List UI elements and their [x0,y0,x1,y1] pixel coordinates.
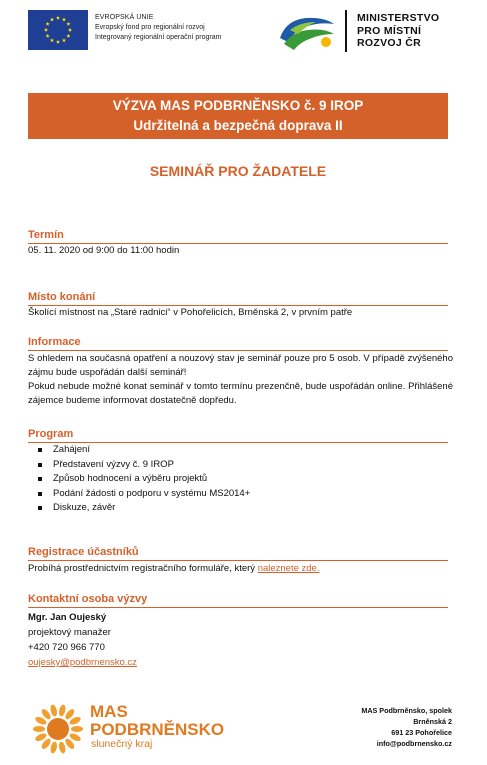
title-banner [28,93,448,139]
informace-block [28,352,453,408]
termin-text: 05. 11. 2020 od 9:00 do 11:00 hodin [28,245,180,256]
program-list [28,443,453,516]
ministry-line-2: PRO MÍSTNÍ [357,24,422,37]
contact-role: projektový manažer [28,627,111,638]
sun-ray [58,704,67,717]
kontakt-block [28,610,453,670]
program-item-label: Zahájení [53,444,90,455]
eu-text-block [95,13,221,43]
misto-text: Školící místnost na „Staré radnici“ v Pohořelicích, Brněnská 2, v prvním patře [28,307,353,318]
informace-paragraph-1: S ohledem na současná opatření a nouzový stav je seminář pouze pro 5 osob. V případě zvýšeného zájmu bude uspořádán další seminář! [28,353,453,378]
section-heading-misto: Místo konání [28,290,448,306]
contact-email-link[interactable]: oujesky@podbrnensko.cz [28,657,137,668]
bullet-icon [38,506,42,510]
mas-brand-name [90,703,224,739]
section-heading-registrace: Registrace účastníků [28,545,448,561]
program-block [28,443,453,516]
eu-line-2: Evropský fond pro regionální rozvoj [95,24,205,31]
address-line-1: MAS Podbrněnsko, spolek [361,706,452,715]
ministry-divider [345,10,347,52]
eu-line-3: Integrovaný regionální operační program [95,34,222,41]
mas-title-line-2: PODBRNĚNSKO [90,720,225,739]
bullet-icon [38,477,42,481]
registrace-block [28,562,453,576]
sun-ray [50,704,59,717]
section-heading-kontakt: Kontaktní osoba výzvy [28,592,448,608]
sun-ray [33,726,45,732]
program-item-label: Diskuze, závěr [53,502,116,513]
seminar-title: SEMINÁŘ PRO ŽADATELE [149,163,327,179]
program-item [28,501,453,516]
informace-paragraph-2: Pokud nebude možné konat seminář v tomto termínu prezenčně, bude uspořádán online. Přihlášené zájemce budeme informovat dostatečně dopředu. [28,381,453,406]
address-line-3: 691 23 Pohořelice [391,728,452,737]
contact-name: Mgr. Jan Oujeský [28,612,107,623]
bullet-icon [38,492,42,496]
section-heading-program: Program [28,427,448,443]
bullet-icon [38,448,42,452]
program-item [28,487,453,502]
bullet-icon [38,463,42,467]
mas-tagline: slunečný kraj [91,738,153,750]
footer-address [300,705,452,749]
section-heading-termin: Termín [28,228,448,244]
program-item-label: Způsob hodnocení a výběru projektů [53,473,208,484]
ministry-line-1: MINISTERSTVO [357,12,440,24]
banner-line-2: Udržitelná a bezpečná doprava II [133,118,343,133]
sun-ray [71,726,83,732]
contact-phone: +420 720 966 770 [28,642,105,653]
program-item-label: Představení výzvy č. 9 IROP [53,458,174,470]
ministry-line-3: ROZVOJ ČR [357,37,421,49]
eu-flag-logo [28,10,88,50]
address-line-2: Brněnská 2 [413,717,452,726]
address-email[interactable]: info@podbrnensko.cz [376,739,452,748]
sun-logo-icon [28,700,88,758]
program-item-label: Podání žádosti o podporu v systému MS2014+ [53,487,251,499]
program-item [28,458,453,473]
mas-title-line-1: MAS [90,702,128,721]
ministry-logo-icon [276,8,338,52]
eu-line-1: EVROPSKÁ UNIE [95,14,154,21]
program-item [28,472,453,487]
section-heading-informace: Informace [28,335,448,351]
eu-stars-icon [28,10,88,50]
sun-ray [50,741,59,754]
sun-ray [58,741,67,754]
registration-form-link[interactable]: naleznete zde. [257,563,320,574]
program-item [28,443,453,458]
ministry-text-block [357,12,439,50]
banner-line-1: VÝZVA MAS PODBRNĚNSKO č. 9 IROP [112,98,364,113]
registrace-text: Probíhá prostřednictvím registračního formuláře, který [28,563,258,574]
